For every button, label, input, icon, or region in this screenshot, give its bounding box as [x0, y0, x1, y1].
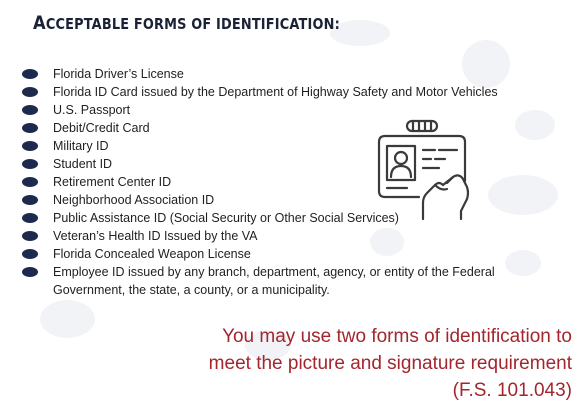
statute-reference: (F.S. 101.043) [452, 380, 572, 401]
bullet-icon [22, 231, 38, 241]
page-heading [33, 12, 340, 34]
bullet-icon [22, 123, 38, 133]
list-item [22, 245, 562, 263]
heading-rest: CCEPTABLE FORMS OF IDENTIFICATION: [45, 15, 340, 33]
list-item [22, 209, 562, 227]
bullet-icon [22, 105, 38, 115]
list-item [22, 173, 562, 191]
list-item-text: Florida ID Card issued by the Department of Highway Safety and Motor Vehicles [53, 85, 498, 99]
list-item-text: Florida Driver’s License [53, 67, 184, 81]
list-item-text: Florida Concealed Weapon License [53, 247, 251, 261]
list-item-text: U.S. Passport [53, 103, 131, 117]
background-splotch [40, 300, 95, 338]
list-item [22, 191, 562, 209]
two-forms-note [209, 323, 572, 404]
bullet-icon [22, 195, 38, 205]
bullet-icon [22, 69, 38, 79]
bullet-icon [22, 141, 38, 151]
list-item-text: Student ID [53, 157, 113, 171]
list-item-text: Retirement Center ID [53, 175, 172, 189]
bullet-icon [22, 159, 38, 169]
list-item [22, 137, 562, 155]
list-item [22, 83, 562, 101]
list-item-text: Debit/Credit Card [53, 121, 150, 135]
note-line: You may use two forms of identification to [222, 326, 572, 347]
list-item-text: Public Assistance ID (Social Security or Other Social Services) [53, 211, 399, 225]
bullet-icon [22, 213, 38, 223]
list-item [22, 263, 562, 299]
list-item [22, 227, 562, 245]
list-item-text: Military ID [53, 139, 109, 153]
list-item [22, 101, 562, 119]
bullet-icon [22, 267, 38, 277]
list-item [22, 119, 562, 137]
id-forms-list [22, 65, 562, 299]
bullet-icon [22, 177, 38, 187]
heading-first-letter: A [33, 12, 46, 34]
list-item-text: Veteran’s Health ID Issued by the VA [53, 229, 258, 243]
list-item-text: Employee ID issued by any branch, department, agency, or entity of the Federal Government, the state, a county, or a municipality. [53, 265, 495, 297]
bullet-icon [22, 87, 38, 97]
bullet-icon [22, 249, 38, 259]
list-item [22, 65, 562, 83]
list-item-text: Neighborhood Association ID [53, 193, 215, 207]
note-line: meet the picture and signature requirement [208, 353, 572, 374]
id-card-in-hand-icon [373, 119, 471, 221]
list-item [22, 155, 562, 173]
